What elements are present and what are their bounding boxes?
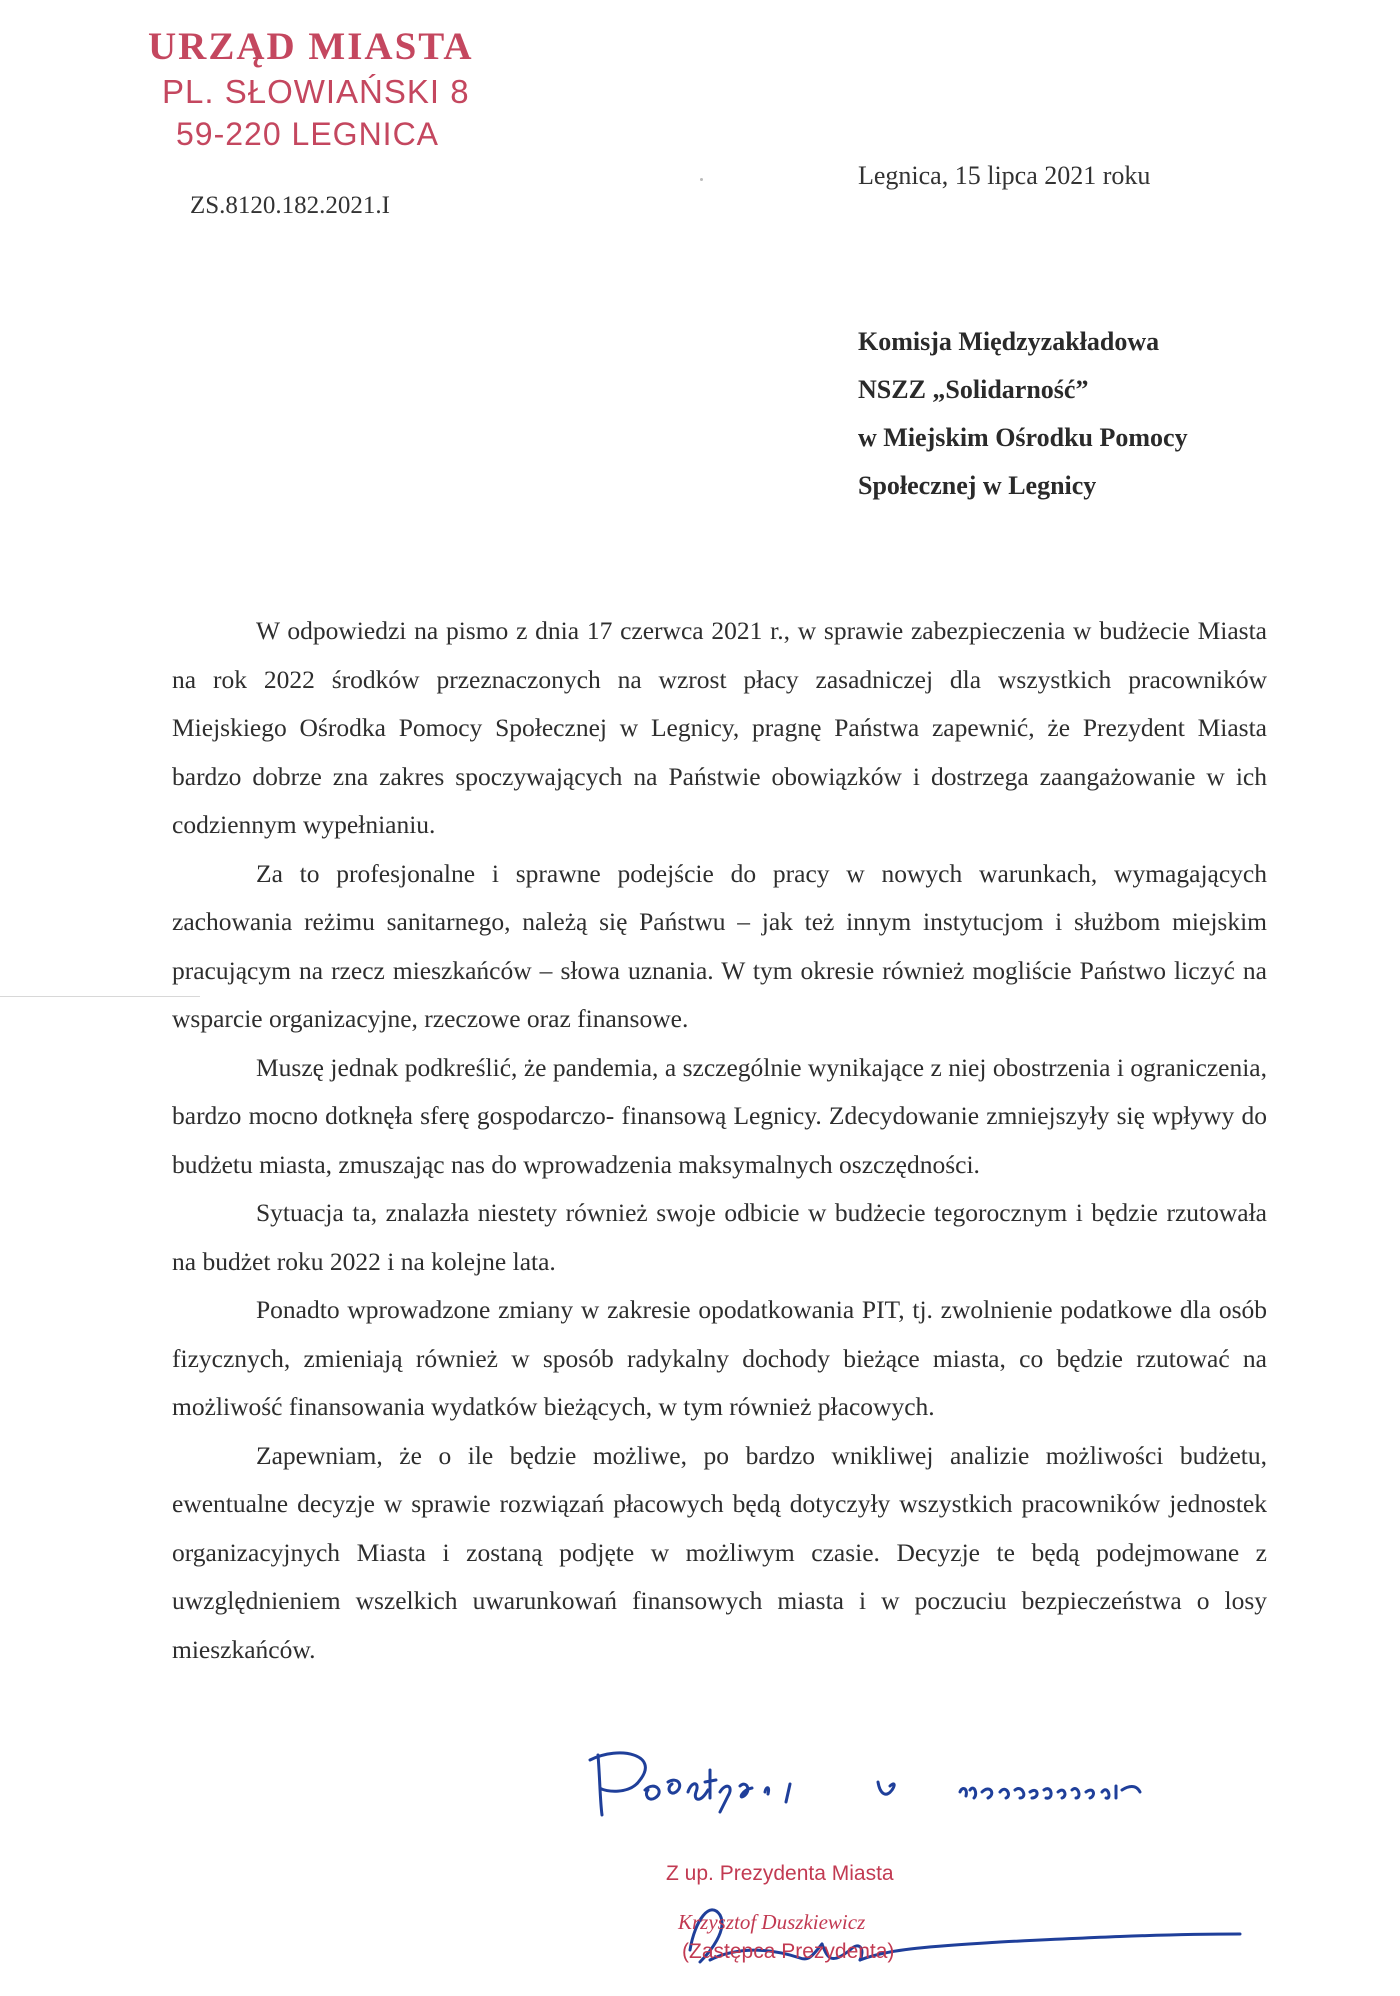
handwritten-closing-scribble (590, 1753, 1140, 1815)
stamp-line-office: URZĄD MIASTA (148, 25, 474, 68)
scan-dot (700, 178, 703, 181)
body-paragraph: Za to profesjonalne i sprawne podejście do pracy w nowych warunkach, wymagających zachowania reżimu sanitarnego, należą się Państwu – jak też innym instytucjom i służbom miejskim pracującym na rzecz mieszkańców – słowa uznania. W tym okresie również mogliście Państwo liczyć na wsparcie organizacyjne, rzeczowe oraz finansowe. (172, 858, 1267, 1033)
body-paragraph: Ponadto wprowadzone zmiany w zakresie opodatkowania PIT, tj. zwolnienie podatkowe dla osób fizycznych, zmieniają również w sposób radykalny dochody bieżące miasta, co będzie rzutować na możliwość finansowania wydatków bieżących, w tym również płacowych. (172, 1295, 1267, 1421)
place-and-date: Legnica, 15 lipca 2021 roku (858, 161, 1151, 190)
body-paragraph: Sytuacja ta, znalazła niestety również swoje odbicie w budżecie tegorocznym i będzie rzutowała na budżet roku 2022 i na kolejne lata. (172, 1198, 1267, 1276)
scan-fold-mark (0, 996, 200, 997)
addressee-line: NSZZ „Solidarność” (858, 375, 1089, 404)
body-paragraph: Zapewniam, że o ile będzie możliwe, po bardzo wnikliwej analizie możliwości budżetu, ewentualne decyzje w sprawie rozwiązań płacowych będą dotyczyły wszystkich pracowników jednostek organizacyjnych Miasta i zostaną podjęte w możliwym czasie. Decyzje te będą podejmowane z uwzględnieniem wszelkich uwarunkowań finansowych miasta i w poczuciu bezpieczeństwa o losy mieszkańców. (172, 1440, 1267, 1664)
reference-number: ZS.8120.182.2021.I (190, 192, 390, 219)
body-paragraph: Muszę jednak podkreślić, że pandemia, a szczególnie wynikające z niej obostrzenia i ograniczenia, bardzo mocno dotknęła sferę gospodarczo- finansową Legnicy. Zdecydowanie zmniejszyły się wpływy do budżetu miasta, zmuszając nas do wprowadzenia maksymalnych oszczędności. (172, 1052, 1267, 1179)
stamp-line-city: 59-220 LEGNICA (176, 116, 440, 152)
stamp-line-street: PL. SŁOWIAŃSKI 8 (162, 73, 470, 110)
addressee-block (858, 318, 1188, 510)
office-stamp (140, 24, 474, 156)
signature-block (560, 1720, 1400, 1996)
addressee-line: Komisja Międzyzakładowa (858, 327, 1160, 356)
authority-line: Z up. Prezydenta Miasta (666, 1862, 894, 1885)
body-paragraph: W odpowiedzi na pismo z dnia 17 czerwca 2021 r., w sprawie zabezpieczenia w budżecie Miasta na rok 2022 środków przeznaczonych na wzrost płacy zasadniczej dla wszystkich pracowników Miejskiego Ośrodka Pomocy Społecznej w Legnicy, pragnę Państwa zapewnić, że Prezydent Miasta bardzo dobrze zna zakres spoczywających na Państwie obowiązków i dostrzega zaangażowanie w ich codziennym wypełnianiu. (172, 616, 1267, 839)
letter-body (172, 607, 1267, 1674)
signatory-title: (Zastępca Prezydenta) (682, 1940, 895, 1963)
addressee-line: w Miejskim Ośrodku Pomocy (858, 423, 1188, 452)
addressee-line: Społecznej w Legnicy (858, 471, 1097, 500)
signatory-name: Krzysztof Duszkiewicz (678, 1910, 866, 1934)
